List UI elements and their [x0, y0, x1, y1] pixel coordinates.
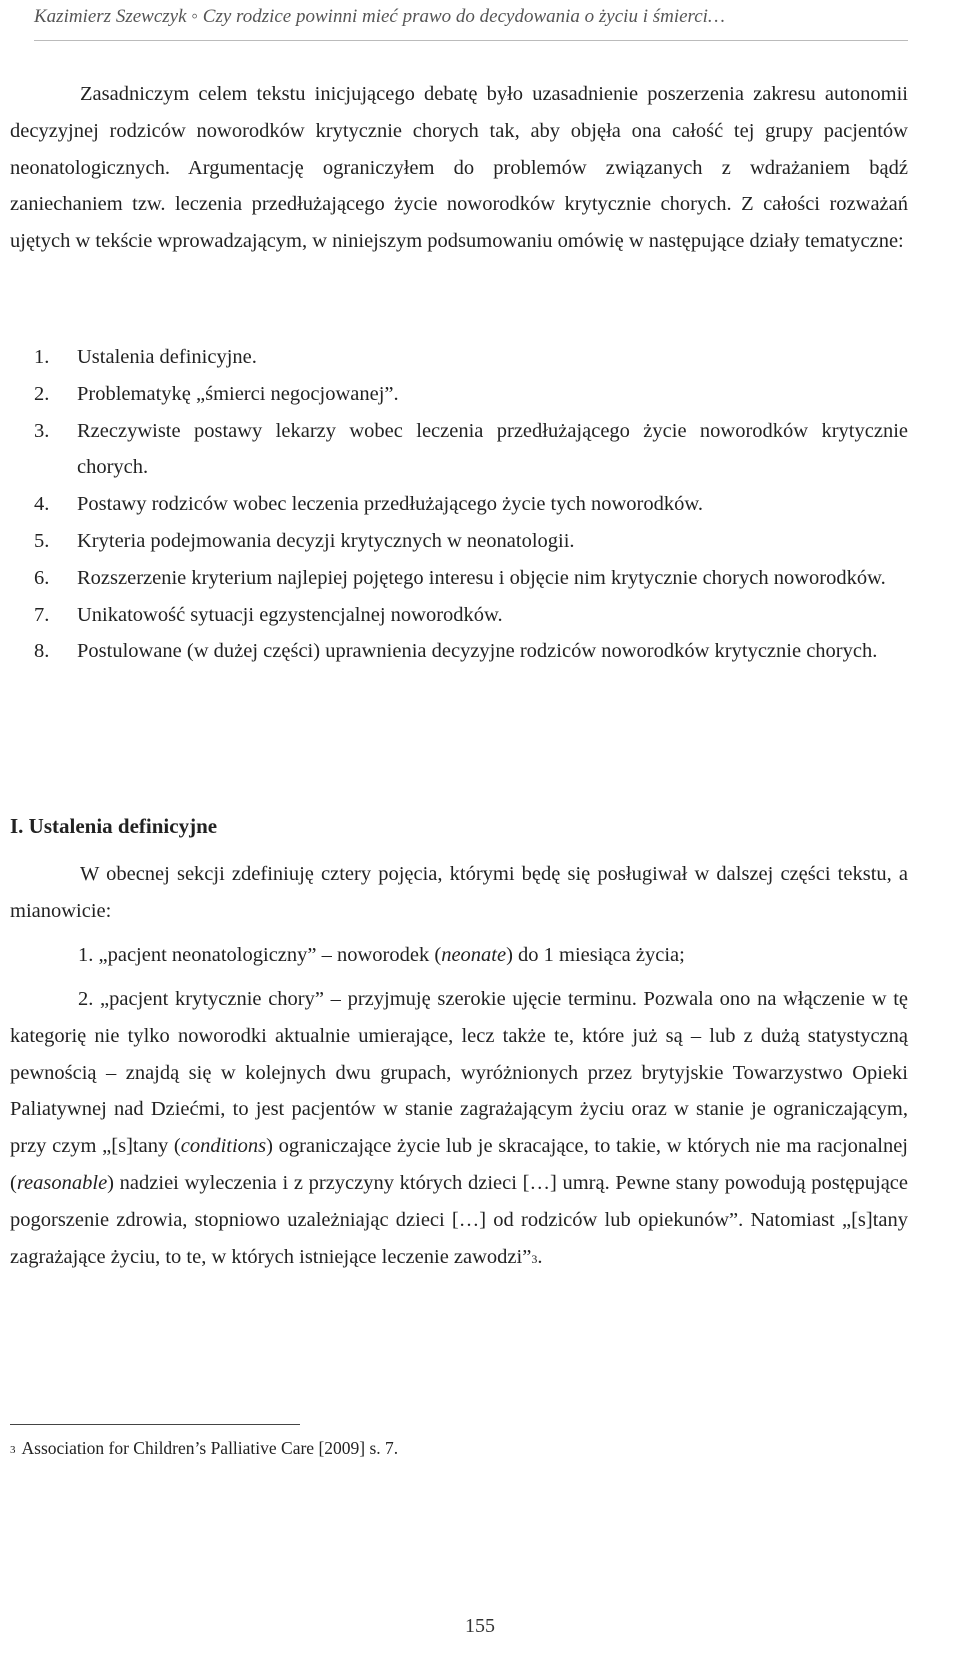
intro-paragraph: Zasadniczym celem tekstu inicjującego debatę było uzasadnienie poszerzenia zakresu autonomii decyzyjnej rodziców noworodków krytycznie chorych tak, aby objęła ona całość tej grupy pacjentów neonatologicznych. Argumentację ograniczyłem do problemów związanych z wdrażaniem bądź zaniechaniem tzw. leczenia przedłużającego życie noworodków krytycznie chorych. Z całości rozważań ujętych w tekście wprowadzającym, w niniejszym podsumowaniu omówię w następujące działy tematyczne:: [10, 83, 908, 253]
list-item-text: Kryteria podejmowania decyzji krytycznych w neonatologii.: [77, 529, 575, 552]
definition-term-italic: reasonable: [16, 1171, 108, 1194]
definition-text: ) nadziei wyleczenia i z przyczyny których dzieci […] umrą. Pewne stany powodują postępujące pogorszenie zdrowia, stopniowo uzależniając dzieci […] od rodziców lub opiekunów”. Natomiast „[s]tany zagrażające życiu, to te, w których istniejące leczenie zawodzi”: [10, 1171, 908, 1268]
list-item-text: Unikatowość sytuacji egzystencjalnej noworodków.: [77, 603, 503, 626]
list-item: [34, 523, 908, 560]
definition-text: ) do 1 miesiąca życia;: [506, 944, 685, 966]
list-item: [34, 376, 908, 413]
definition-text: .: [537, 1245, 543, 1268]
definition-text: ) ograniczające życie lub je skracające, to takie, w których nie ma racjonalnej (: [10, 1135, 908, 1194]
definition-term-italic: neonate: [441, 944, 507, 966]
list-item-number: 6.: [34, 566, 50, 589]
definition-neonatal-patient: [78, 937, 908, 973]
list-item: [34, 633, 908, 670]
definition-text: 1. „pacjent neonatologiczny” – noworodek (: [78, 944, 442, 966]
header-title: Czy rodzice powinni mieć prawo do decydowania o życiu i śmierci…: [202, 6, 725, 27]
footnote-reference[interactable]: 3: [531, 1251, 538, 1266]
definition-text: 2. „pacjent krytycznie chory” – przyjmuję szerokie ujęcie terminu. Pozwala ono na włączenie w tę kategorię nie tylko noworodki aktualnie umierające, lecz także te, które już są – lub z dużą statystyczną pewnością – znajdą się w kolejnych dwu grupach, wyróżnionych przez brytyjskie Towarzystwo Opieki Paliatywnej nad Dziećmi, to jest pacjentów w stanie zagrażającym życiu oraz w stanie je ograniczającym, przy czym „[s]tany (: [10, 988, 908, 1158]
list-item-number: 5.: [34, 529, 50, 552]
list-item: [34, 560, 908, 597]
list-item-number: 1.: [34, 346, 50, 368]
list-item-number: 7.: [34, 603, 50, 626]
list-item-number: 2.: [34, 382, 50, 405]
footnote-separator: [10, 1424, 300, 1425]
list-item-text: Postulowane (w dużej części) uprawnienia decyzyjne rodziców noworodków krytycznie chorych.: [77, 640, 878, 663]
list-item-text: Ustalenia definicyjne.: [77, 346, 257, 368]
section-intro-paragraph: W obecnej sekcji zdefiniuję cztery pojęcia, którymi będę się posługiwał w dalszej części tekstu, a mianowicie:: [10, 863, 908, 922]
header-author: Kazimierz Szewczyk: [34, 6, 187, 27]
page-number: 155: [465, 1615, 495, 1637]
section-heading: I. Ustalenia definicyjne: [10, 814, 218, 838]
list-item-text: Rzeczywiste postawy lekarzy wobec leczenia przedłużającego życie noworodków krytycznie chorych.: [77, 419, 908, 479]
header-separator: ◦: [191, 6, 199, 27]
list-item-number: 8.: [34, 640, 50, 663]
footnote: [10, 1434, 398, 1462]
definition-term-italic: conditions: [180, 1135, 267, 1158]
list-item: [34, 597, 908, 634]
list-item: [34, 486, 908, 523]
definition-critically-ill-patient: [10, 981, 908, 1275]
list-item-text: Rozszerzenie kryterium najlepiej pojętego interesu i objęcie nim krytycznie chorych noworodków.: [77, 566, 886, 589]
list-item-text: Postawy rodziców wobec leczenia przedłużającego życie tych noworodków.: [77, 493, 703, 516]
footnote-mark: 3: [10, 1444, 16, 1456]
topics-list: [34, 339, 908, 670]
footnote-text: Association for Children’s Palliative Care [2009] s. 7.: [21, 1438, 399, 1458]
list-item-text: Problematykę „śmierci negocjowanej”.: [77, 382, 399, 405]
list-item: [34, 413, 908, 487]
list-item-number: 4.: [34, 493, 50, 516]
running-header: [34, 4, 914, 30]
list-item-number: 3.: [34, 419, 50, 442]
header-rule: [34, 40, 908, 41]
list-item: [34, 339, 908, 376]
